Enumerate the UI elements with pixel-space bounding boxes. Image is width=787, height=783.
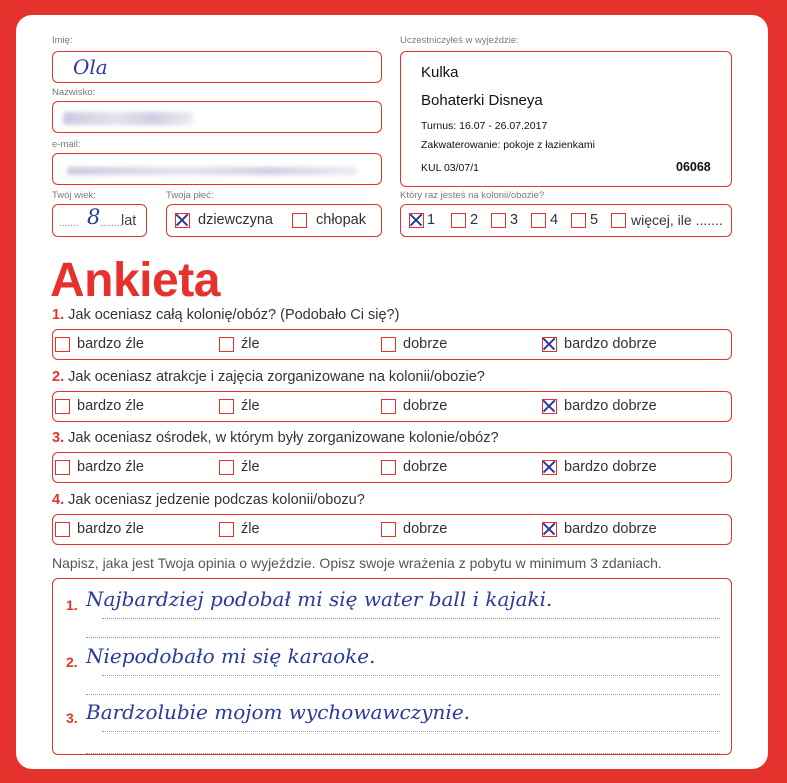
gender-checkbox-girl[interactable] (175, 213, 190, 228)
times-checkbox-4[interactable] (531, 213, 546, 228)
answer-checkbox-3-4[interactable] (542, 460, 557, 475)
answer-checkbox-1-1[interactable] (55, 337, 70, 352)
times-option-5: 5 (590, 212, 599, 228)
answer-checkbox-1-2[interactable] (219, 337, 234, 352)
opinion-line-text: Niepodobało mi się karaoke. (86, 644, 376, 668)
times-checkbox-2[interactable] (451, 213, 466, 228)
trip-info-box (400, 51, 732, 187)
answer-checkbox-3-3[interactable] (381, 460, 396, 475)
age-dots-after: ........ (100, 218, 123, 229)
question-number: 2. (52, 369, 65, 385)
answer-option-label: bardzo dobrze (564, 398, 657, 414)
opinion-line-text: Najbardziej podobał mi się water ball i kajaki. (86, 587, 553, 611)
question-number: 4. (52, 492, 65, 508)
opinion-writing-line (102, 618, 720, 619)
answer-checkbox-4-2[interactable] (219, 522, 234, 537)
answer-checkbox-2-4[interactable] (542, 399, 557, 414)
answer-checkbox-4-4[interactable] (542, 522, 557, 537)
times-field (400, 204, 732, 237)
times-option-1: 1 (427, 212, 436, 228)
gender-field (166, 204, 382, 237)
age-dots: ....... (59, 218, 79, 229)
times-option-3: 3 (510, 212, 519, 228)
question-text: Jak oceniasz atrakcje i zajęcia zorganizowane na kolonii/obozie? (68, 369, 485, 385)
last-name-field[interactable] (52, 101, 382, 133)
trip-turnus: Turnus: 16.07 - 26.07.2017 (421, 120, 548, 132)
answer-option-label: dobrze (403, 336, 448, 352)
age-value: 8 (87, 205, 101, 229)
age-label: Twój wiek: (52, 190, 96, 201)
answer-option-label: bardzo źle (77, 336, 144, 352)
email-label: e-mail: (52, 139, 81, 150)
answer-checkbox-3-2[interactable] (219, 460, 234, 475)
first-name-field[interactable] (52, 51, 382, 83)
gender-checkbox-boy[interactable] (292, 213, 307, 228)
times-checkbox-5[interactable] (571, 213, 586, 228)
gender-option-boy: chłopak (316, 212, 366, 228)
times-option-4: 4 (550, 212, 559, 228)
opinion-line-number: 2. (66, 654, 78, 670)
answer-row-3 (52, 452, 732, 483)
answer-option-label: bardzo dobrze (564, 521, 657, 537)
opinion-writing-line (102, 675, 720, 676)
answer-checkbox-4-3[interactable] (381, 522, 396, 537)
opinion-line-number: 3. (66, 710, 78, 726)
gender-option-girl: dziewczyna (198, 212, 273, 228)
opinion-writing-line (102, 731, 720, 732)
answer-option-label: bardzo źle (77, 398, 144, 414)
age-field[interactable] (52, 204, 147, 237)
first-name-value: Ola (73, 55, 108, 79)
trip-name: Kulka (421, 64, 459, 81)
trip-accommodation: Zakwaterowanie: pokoje z łazienkami (421, 139, 595, 151)
email-field[interactable] (52, 153, 382, 185)
answer-checkbox-2-2[interactable] (219, 399, 234, 414)
answer-option-label: dobrze (403, 521, 448, 537)
times-label: Który raz jesteś na kolonii/obozie? (400, 190, 545, 201)
trip-subtitle: Bohaterki Disneya (421, 92, 543, 109)
opinion-writing-line (86, 753, 720, 754)
answer-checkbox-1-3[interactable] (381, 337, 396, 352)
opinion-writing-line (86, 694, 720, 695)
times-option-more: więcej, ile ....... (631, 212, 723, 228)
opinion-line-number: 1. (66, 597, 78, 613)
answer-option-label: dobrze (403, 459, 448, 475)
answer-option-label: źle (241, 459, 260, 475)
answer-option-label: źle (241, 336, 260, 352)
answer-option-label: bardzo dobrze (564, 459, 657, 475)
gender-label: Twoja płeć: (166, 190, 214, 201)
answer-checkbox-2-3[interactable] (381, 399, 396, 414)
trip-code: KUL 03/07/1 (421, 162, 479, 174)
question-1 (52, 307, 399, 323)
answer-option-label: źle (241, 398, 260, 414)
answer-row-1 (52, 329, 732, 360)
age-unit: lat (121, 213, 137, 229)
question-text: Jak oceniasz jedzenie podczas kolonii/obozu? (68, 492, 365, 508)
question-4 (52, 492, 365, 508)
question-number: 3. (52, 430, 65, 446)
question-text: Jak oceniasz ośrodek, w którym były zorganizowane kolonie/obóz? (68, 430, 499, 446)
answer-row-2 (52, 391, 732, 422)
answer-checkbox-2-1[interactable] (55, 399, 70, 414)
answer-checkbox-4-1[interactable] (55, 522, 70, 537)
survey-title: Ankieta (50, 254, 220, 307)
trip-number: 06068 (676, 160, 711, 174)
answer-option-label: źle (241, 521, 260, 537)
times-checkbox-3[interactable] (491, 213, 506, 228)
answer-checkbox-1-4[interactable] (542, 337, 557, 352)
last-name-label: Nazwisko: (52, 87, 96, 98)
answer-option-label: bardzo źle (77, 521, 144, 537)
answer-option-label: dobrze (403, 398, 448, 414)
opinion-prompt: Napisz, jaka jest Twoja opinia o wyjeździe. Opisz swoje wrażenia z pobytu w minimum 3 zdaniach. (52, 555, 662, 571)
question-3 (52, 430, 499, 446)
question-2 (52, 369, 485, 385)
answer-option-label: bardzo dobrze (564, 336, 657, 352)
answer-row-4 (52, 514, 732, 545)
question-number: 1. (52, 307, 65, 323)
answer-checkbox-3-1[interactable] (55, 460, 70, 475)
redacted-email (67, 167, 357, 175)
first-name-label: Imię: (52, 35, 73, 46)
survey-form (16, 15, 768, 769)
times-checkbox-more[interactable] (611, 213, 626, 228)
opinion-writing-line (86, 637, 720, 638)
times-option-2: 2 (470, 212, 479, 228)
trip-label: Uczestniczyłeś w wyjeździe: (400, 35, 519, 46)
opinion-line-text: Bardzolubie mojom wychowawczynie. (86, 700, 471, 724)
answer-option-label: bardzo źle (77, 459, 144, 475)
redacted-last-name (63, 112, 193, 125)
question-text: Jak oceniasz całą kolonię/obóz? (Podobało Ci się?) (68, 307, 400, 323)
times-checkbox-1[interactable] (409, 213, 424, 228)
